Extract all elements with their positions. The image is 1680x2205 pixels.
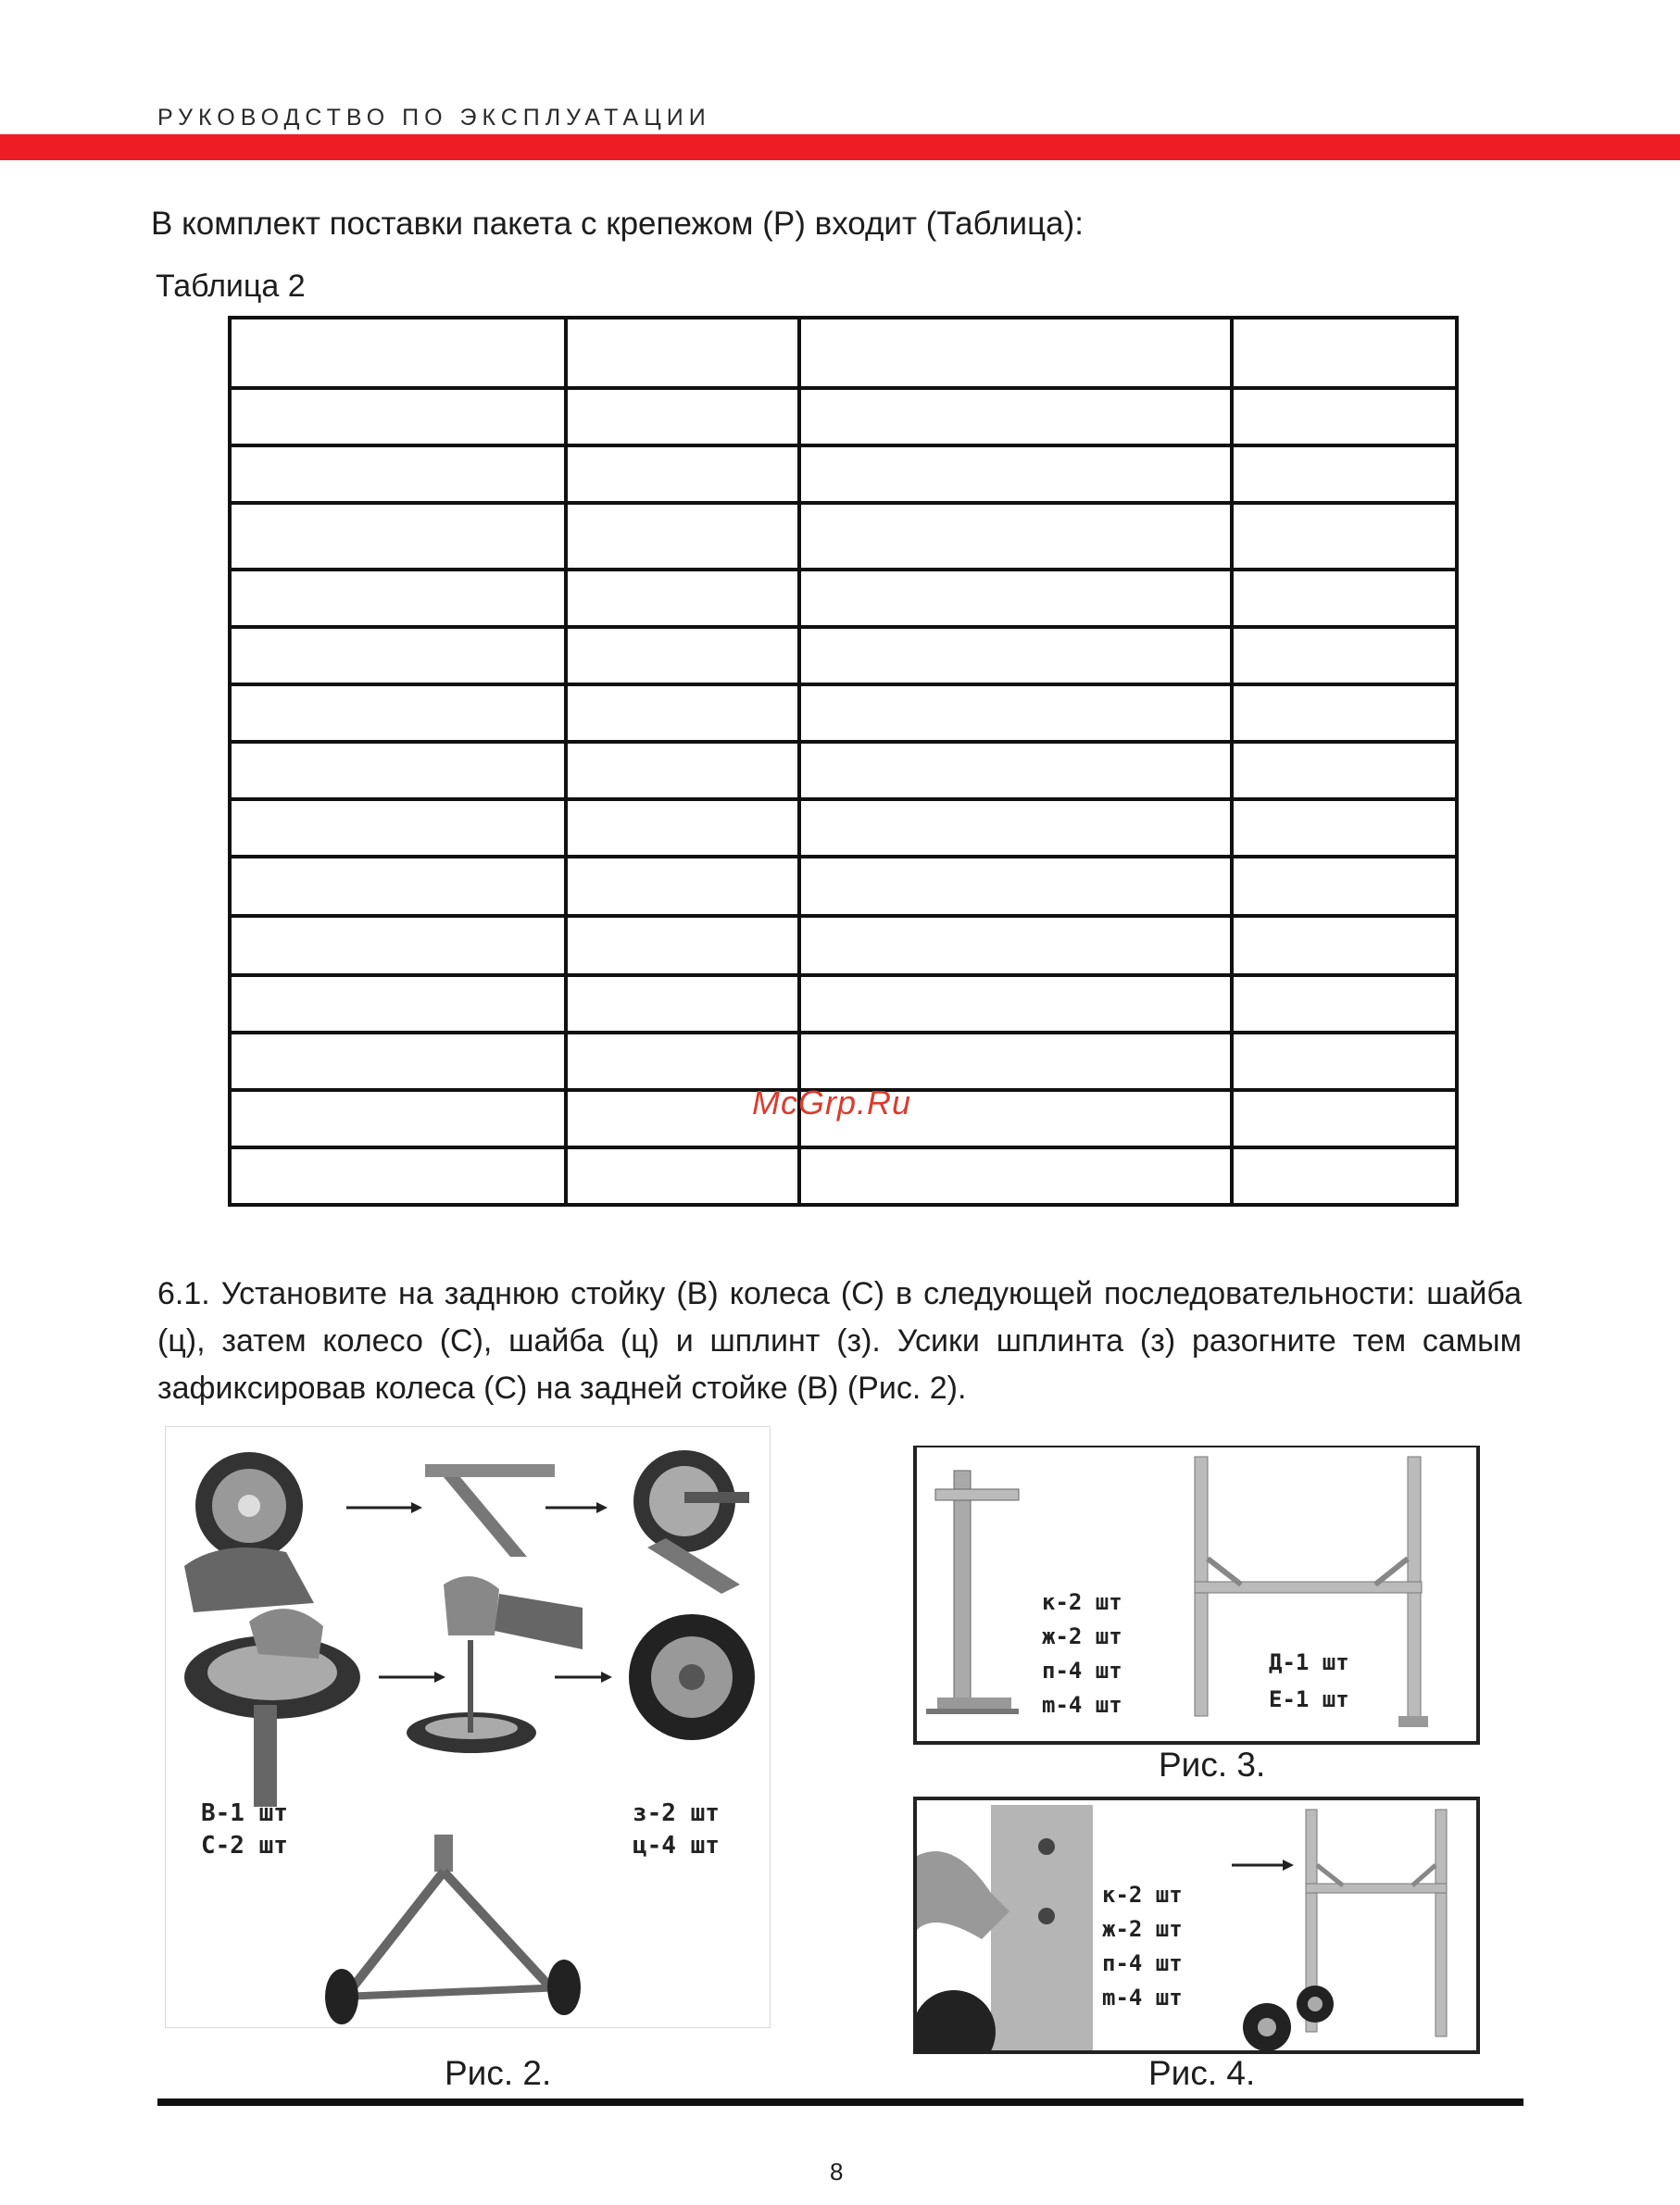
table-row (230, 857, 1457, 916)
fig3-code-left-4: m-4 шт (1042, 1692, 1122, 1718)
table-cell (230, 975, 566, 1033)
table-row (230, 684, 1457, 742)
table-cell (799, 742, 1232, 799)
table-cell (1232, 388, 1457, 445)
instruction-paragraph: 6.1. Установите на заднюю стойку (В) колеса (С) в следующей последовательности: шайба (ц), затем колесо (С), шайба (ц) и шплинт (з). Усики шплинта (з) разогните тем самым зафиксировав колеса (С) на задней стойке (В) (Рис. 2). (157, 1276, 1522, 1406)
table-cell (799, 388, 1232, 445)
table-row (230, 1033, 1457, 1090)
front-post-icon (926, 1471, 1019, 1714)
table-cell (799, 570, 1232, 627)
table-cell (230, 857, 566, 916)
table-row (230, 388, 1457, 445)
fig4-code-1: к-2 шт (1102, 1882, 1183, 1908)
table-cell (230, 1147, 566, 1205)
fig3-code-right-2: Е-1 шт (1269, 1686, 1349, 1712)
table-cell (230, 388, 566, 445)
table-row (230, 570, 1457, 627)
table-cell (1232, 318, 1457, 388)
table-row (230, 742, 1457, 799)
figure-3 (913, 1446, 1480, 1745)
figure-4 (913, 1797, 1480, 2054)
fig2-code-left-1: В-1 шт (201, 1799, 288, 1827)
table-cell (566, 857, 799, 916)
table-cell (1232, 857, 1457, 916)
table-cell (230, 318, 566, 388)
table-cell (1232, 445, 1457, 503)
table-cell (566, 570, 799, 627)
table-cell (230, 1090, 566, 1147)
figure-2 (165, 1426, 771, 2028)
table-row (230, 799, 1457, 857)
table-cell (1232, 627, 1457, 684)
frame-corner-icon (425, 1464, 555, 1557)
table-cell (230, 916, 566, 975)
fig2-code-left-2: С-2 шт (201, 1832, 288, 1860)
table-cell (1232, 799, 1457, 857)
table-cell (230, 1033, 566, 1090)
table-cell (566, 684, 799, 742)
table-row (230, 975, 1457, 1033)
figure-2-illustration (166, 1427, 770, 2027)
parts-table (228, 316, 1459, 1207)
wheel-on-axle-icon (633, 1450, 749, 1594)
table-cell (230, 503, 566, 570)
table-cell (799, 916, 1232, 975)
washer-install-icon (184, 1609, 360, 1807)
fig4-code-4: m-4 шт (1102, 1985, 1183, 2011)
rear-stand-icon (325, 1835, 581, 2024)
footer-rule (157, 2099, 1523, 2106)
table-cell (1232, 570, 1457, 627)
fig2-code-right-1: з-2 шт (633, 1799, 720, 1827)
table-cell (799, 799, 1232, 857)
table-cell (799, 445, 1232, 503)
table-cell (230, 742, 566, 799)
cotter-pin-icon (407, 1576, 583, 1753)
table-cell (1232, 916, 1457, 975)
figure-2-label: Рис. 2. (445, 2054, 552, 2092)
table-cell (1232, 684, 1457, 742)
table-cell (1232, 1090, 1457, 1147)
table-cell (799, 684, 1232, 742)
table-cell (799, 627, 1232, 684)
table-cell (566, 503, 799, 570)
table-cell (230, 799, 566, 857)
table-cell (566, 742, 799, 799)
header-title: РУКОВОДСТВО ПО ЭКСПЛУАТАЦИИ (157, 105, 711, 131)
assembled-wheel-icon (629, 1614, 755, 1740)
table-row (230, 1147, 1457, 1205)
table-row (230, 916, 1457, 975)
table-cell (566, 1147, 799, 1205)
table-cell (1232, 503, 1457, 570)
page-number: 8 (830, 2158, 844, 2186)
table-cell (799, 503, 1232, 570)
figure-3-label: Рис. 3. (1159, 1746, 1266, 1784)
table-cell (1232, 742, 1457, 799)
table-caption: Таблица 2 (156, 269, 306, 304)
fig2-code-right-2: ц-4 шт (633, 1832, 720, 1860)
table-cell (799, 857, 1232, 916)
header-accent-bar (0, 134, 1680, 160)
table-cell (566, 445, 799, 503)
table-row (230, 627, 1457, 684)
table-cell (1232, 975, 1457, 1033)
figure-3-illustration (917, 1447, 1476, 1741)
figure-4-label: Рис. 4. (1148, 2054, 1256, 2092)
fig4-code-2: ж-2 шт (1102, 1916, 1183, 1942)
fig4-code-3: п-4 шт (1102, 1950, 1183, 1976)
table-row (230, 318, 1457, 388)
table-cell (799, 975, 1232, 1033)
table-cell (566, 388, 799, 445)
table-cell (566, 1033, 799, 1090)
fig3-code-right-1: Д-1 шт (1269, 1649, 1349, 1675)
assembled-frame-icon (1243, 1810, 1447, 2050)
figure-4-illustration (917, 1800, 1476, 2050)
table-cell (566, 916, 799, 975)
table-cell (799, 1147, 1232, 1205)
table-cell (566, 799, 799, 857)
fig3-code-left-3: п-4 шт (1042, 1658, 1122, 1684)
hand-bolt-icon (917, 1805, 1093, 2050)
table-cell (230, 684, 566, 742)
table-cell (230, 570, 566, 627)
watermark: McGrp.Ru (752, 1084, 912, 1121)
table-row (230, 503, 1457, 570)
table-cell (230, 445, 566, 503)
intro-text: В комплект поставки пакета с крепежом (Р) входит (Таблица): (151, 206, 1084, 242)
table-cell (230, 627, 566, 684)
table-cell (1232, 1033, 1457, 1090)
table-cell (799, 1033, 1232, 1090)
wheel-icon (184, 1452, 314, 1612)
fig3-code-left-1: к-2 шт (1042, 1589, 1122, 1615)
table-cell (566, 318, 799, 388)
table-cell (1232, 1147, 1457, 1205)
table-cell (566, 975, 799, 1033)
table-cell (566, 627, 799, 684)
table-row (230, 445, 1457, 503)
fig3-code-left-2: ж-2 шт (1042, 1623, 1122, 1649)
table-cell (799, 318, 1232, 388)
